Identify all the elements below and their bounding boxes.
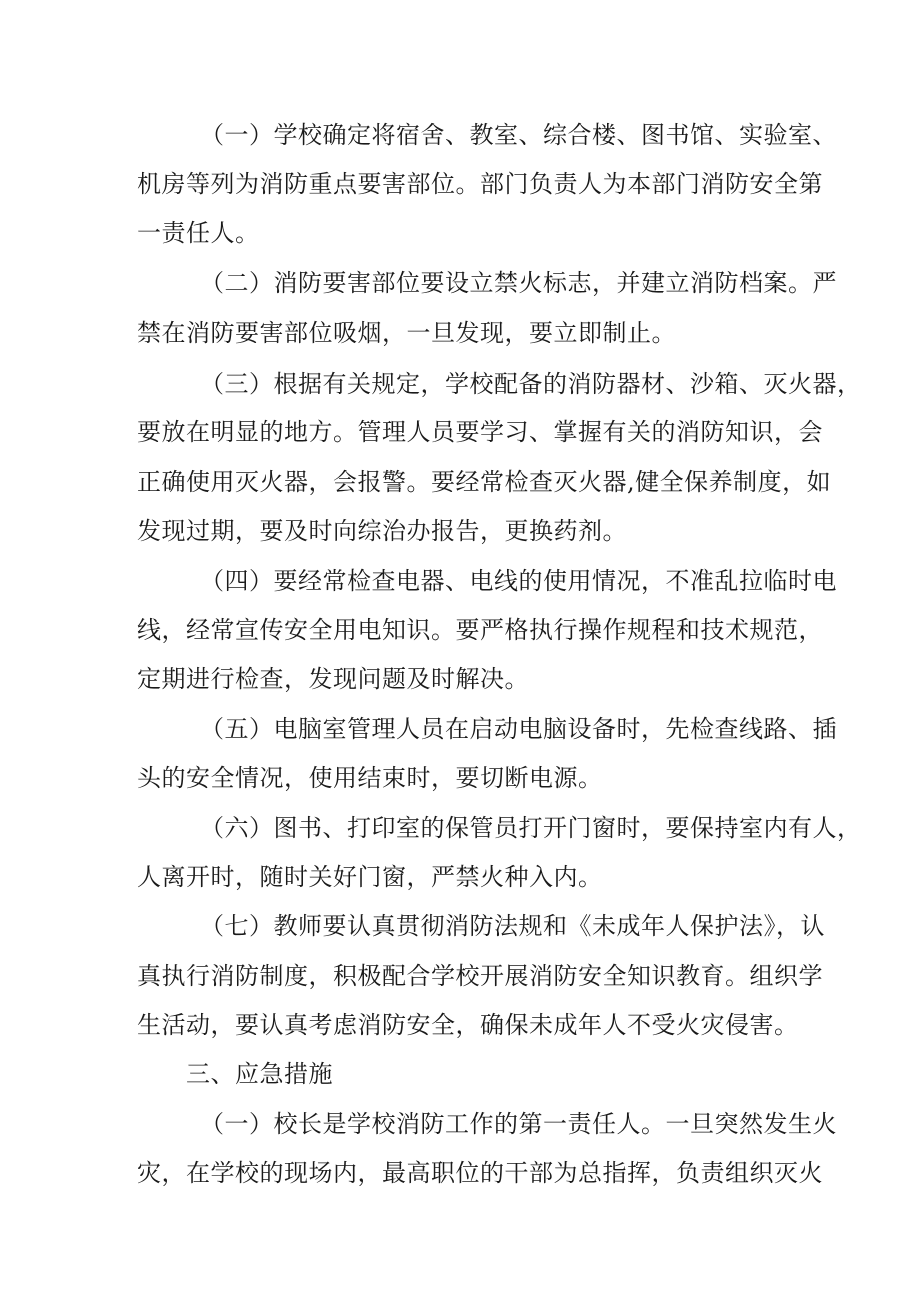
text-line: （五）电脑室管理人员在启动电脑设备时，先检查线路、插	[200, 715, 837, 743]
text-line: 一责任人。	[137, 219, 260, 247]
text-line: 头的安全情况，使用结束时，要切断电源。	[137, 764, 603, 792]
text-line: 人离开时，随时关好门窗，严禁火种入内。	[137, 863, 603, 891]
text-line: （四）要经常检查电器、电线的使用情况，不准乱拉临时电	[200, 567, 837, 595]
text-line: 发现过期，要及时向综治办报告，更换药剂。	[137, 517, 627, 545]
text-line: 禁在消防要害部位吸烟，一旦发现，要立即制止。	[137, 319, 676, 347]
text-line: （七）教师要认真贯彻消防法规和《未成年人保护法》，认	[200, 912, 825, 940]
text-line: 定期进行检查，发现问题及时解决。	[137, 665, 529, 693]
text-line: 线，经常宣传安全用电知识。要严格执行操作规程和技术规范，	[137, 616, 823, 644]
text-line: （三）根据有关规定，学校配备的消防器材、沙箱、灭火器，	[200, 370, 862, 398]
text-line: （六）图书、打印室的保管员打开门窗时，要保持室内有人，	[200, 814, 862, 842]
text-line: （一）学校确定将宿舍、教室、综合楼、图书馆、实验室、	[200, 121, 837, 149]
text-line: 真执行消防制度，积极配合学校开展消防安全知识教育。组织学	[137, 962, 823, 990]
text-line: 正确使用灭火器，会报警。要经常检查灭火器,健全保养制度，如	[137, 468, 832, 496]
text-line: （一）校长是学校消防工作的第一责任人。一旦突然发生火	[200, 1110, 837, 1138]
section-heading: 三、应急措施	[186, 1060, 333, 1088]
text-line: 生活动，要认真考虑消防安全，确保未成年人不受火灾侵害。	[137, 1011, 799, 1039]
text-line: 机房等列为消防重点要害部位。部门负责人为本部门消防安全第	[137, 170, 823, 198]
text-line: 要放在明显的地方。管理人员要学习、掌握有关的消防知识，会	[137, 418, 823, 446]
text-line: 灾，在学校的现场内，最高职位的干部为总指挥，负责组织灭火	[137, 1159, 823, 1187]
text-line: （二）消防要害部位要设立禁火标志，并建立消防档案。严	[200, 269, 837, 297]
